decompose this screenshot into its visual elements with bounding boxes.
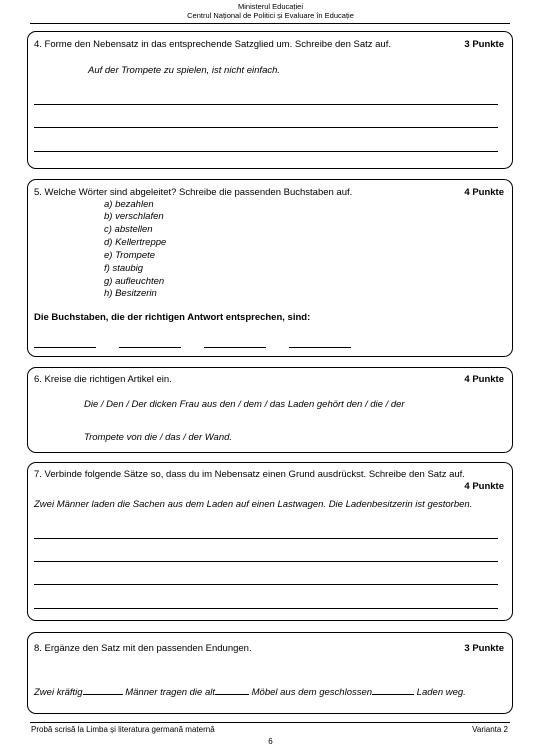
question-6-box bbox=[27, 367, 513, 453]
ending-blank-1[interactable] bbox=[83, 685, 123, 695]
footer-divider bbox=[30, 722, 510, 723]
option-d: d) Kellertreppe bbox=[104, 237, 167, 248]
footer-exam-title: Probă scrisă la Limba și literatura germană maternă bbox=[31, 725, 215, 734]
header-divider bbox=[30, 23, 510, 24]
question-8-sentence bbox=[34, 685, 466, 698]
answer-line[interactable] bbox=[34, 151, 498, 152]
option-a: a) bezahlen bbox=[104, 199, 154, 210]
sentence-part-3: Möbel aus dem geschlossen bbox=[249, 687, 373, 698]
question-7-instruction: 7. Verbinde folgende Sätze so, dass du im Nebensatz einen Grund ausdrückst. Schreibe den Satz auf. bbox=[34, 469, 465, 480]
question-4-sentence: Auf der Trompete zu spielen, ist nicht einfach. bbox=[88, 65, 281, 76]
ending-blank-3[interactable] bbox=[372, 685, 414, 695]
sentence-part-2: Männer tragen die alt bbox=[122, 687, 215, 698]
header-center: Centrul Național de Politici și Evaluare în Educație bbox=[187, 11, 354, 20]
option-h: h) Besitzerin bbox=[104, 288, 157, 299]
sentence-part-4: Laden weg. bbox=[414, 687, 466, 698]
footer-variant: Varianta 2 bbox=[472, 725, 508, 734]
answer-line[interactable] bbox=[34, 127, 498, 128]
question-4-instruction: 4. Forme den Nebensatz in das entsprechende Satzglied um. Schreibe den Satz auf. bbox=[34, 39, 391, 50]
question-8-instruction: 8. Ergänze den Satz mit den passenden Endungen. bbox=[34, 643, 252, 654]
answer-line[interactable] bbox=[34, 561, 498, 562]
question-4-points: 3 Punkte bbox=[464, 39, 504, 50]
question-8-points: 3 Punkte bbox=[464, 643, 504, 654]
answer-blank[interactable] bbox=[204, 347, 266, 348]
option-e: e) Trompete bbox=[104, 250, 156, 261]
option-b: b) verschlafen bbox=[104, 211, 164, 222]
option-f: f) staubig bbox=[104, 263, 144, 274]
question-5-instruction: 5. Welche Wörter sind abgeleitet? Schreibe die passenden Buchstaben auf. bbox=[34, 187, 353, 198]
answer-blank[interactable] bbox=[34, 347, 96, 348]
answer-blank[interactable] bbox=[289, 347, 351, 348]
answer-blank[interactable] bbox=[119, 347, 181, 348]
answer-line[interactable] bbox=[34, 538, 498, 539]
question-7-points: 4 Punkte bbox=[464, 481, 504, 492]
question-8-box bbox=[27, 632, 513, 714]
header-ministry: Ministerul Educației bbox=[237, 2, 304, 11]
question-6-points: 4 Punkte bbox=[464, 374, 504, 385]
question-5-points: 4 Punkte bbox=[464, 187, 504, 198]
option-c: c) abstellen bbox=[104, 224, 153, 235]
question-6-line-1: Die / Den / Der dicken Frau aus den / dem / das Laden gehört den / die / der bbox=[84, 399, 405, 410]
question-6-line-2: Trompete von die / das / der Wand. bbox=[84, 432, 233, 443]
question-5-answer-prompt: Die Buchstaben, die der richtigen Antwort entsprechen, sind: bbox=[34, 312, 311, 323]
sentence-part-1: Zwei kräftig bbox=[34, 687, 83, 698]
question-5-box bbox=[27, 179, 513, 357]
option-g: g) aufleuchten bbox=[104, 276, 165, 287]
ending-blank-2[interactable] bbox=[215, 685, 249, 695]
answer-line[interactable] bbox=[34, 608, 498, 609]
question-7-box bbox=[27, 462, 513, 621]
page-number: 6 bbox=[268, 737, 273, 746]
question-7-sentence: Zwei Männer laden die Sachen aus dem Laden auf einen Lastwagen. Die Ladenbesitzerin ist gestorben. bbox=[34, 499, 473, 510]
answer-line[interactable] bbox=[34, 104, 498, 105]
question-6-instruction: 6. Kreise die richtigen Artikel ein. bbox=[34, 374, 172, 385]
answer-line[interactable] bbox=[34, 584, 498, 585]
question-4-box bbox=[27, 31, 513, 169]
